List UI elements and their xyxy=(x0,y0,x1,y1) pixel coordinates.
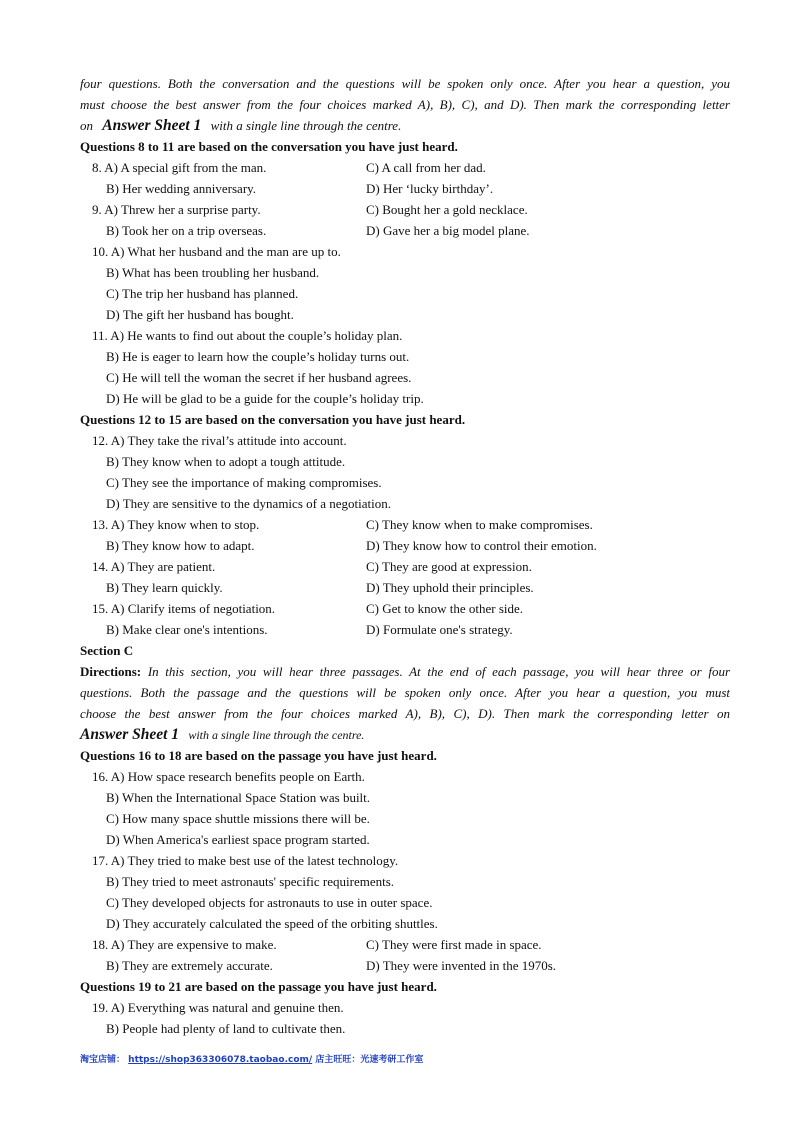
directions-line xyxy=(80,115,730,136)
question-group-heading: Questions 19 to 21 are based on the passage you have just heard. xyxy=(80,979,437,994)
question-17-option-a: 17. A) They tried to make best use of the latest technology. xyxy=(92,853,399,868)
question-group-heading: Questions 8 to 11 are based on the conversation you have just heard. xyxy=(80,139,458,154)
directions-text: with a single line through the centre. xyxy=(188,728,365,742)
answer-sheet-label: Answer Sheet 1 xyxy=(102,117,202,134)
question-12-option-d: D) They are sensitive to the dynamics of a negotiation. xyxy=(106,496,391,511)
directions-line: four questions. Both the conversation and the questions will be spoken only once. After you hear a question, you xyxy=(80,76,730,91)
question-13-row2 xyxy=(80,535,730,556)
directions-text: In this section, you will hear three passages. At the end of each passage, you will hear three or four xyxy=(147,664,730,679)
option-b: B) Took her on a trip overseas. xyxy=(106,223,267,238)
question-19-option-b: B) People had plenty of land to cultivate then. xyxy=(106,1021,346,1036)
question-16-option-a: 16. A) How space research benefits people on Earth. xyxy=(92,769,365,784)
question-8-row2 xyxy=(80,178,730,199)
question-17-option-b: B) They tried to meet astronauts' specific requirements. xyxy=(106,874,395,889)
option-c: C) They know when to make compromises. xyxy=(366,517,593,532)
question-11-option-d: D) He will be glad to be a guide for the couple’s holiday trip. xyxy=(106,391,424,406)
question-group-heading: Questions 16 to 18 are based on the passage you have just heard. xyxy=(80,748,437,763)
option-b: B) They are extremely accurate. xyxy=(106,958,273,973)
option-b: B) Make clear one's intentions. xyxy=(106,622,268,637)
option-d: D) Gave her a big model plane. xyxy=(366,223,530,238)
option-a: 13. A) They know when to stop. xyxy=(92,517,260,532)
question-8 xyxy=(80,157,730,178)
question-11-option-a: 11. A) He wants to find out about the couple’s holiday plan. xyxy=(92,328,403,343)
option-d: D) They were invented in the 1970s. xyxy=(366,958,557,973)
directions-label: Directions: xyxy=(80,664,142,679)
question-11-option-b: B) He is eager to learn how the couple’s holiday turns out. xyxy=(106,349,410,364)
option-b: B) They know how to adapt. xyxy=(106,538,255,553)
question-17-option-d: D) They accurately calculated the speed of the orbiting shuttles. xyxy=(106,916,438,931)
question-13 xyxy=(80,514,730,535)
directions-line xyxy=(80,724,730,745)
option-c: C) A call from her dad. xyxy=(366,160,486,175)
question-group-heading: Questions 12 to 15 are based on the conversation you have just heard. xyxy=(80,412,466,427)
question-16-option-c: C) How many space shuttle missions there will be. xyxy=(106,811,370,826)
option-d: D) Formulate one's strategy. xyxy=(366,622,513,637)
directions-line: questions. Both the passage and the questions will be spoken only once. After you hear a question, you must xyxy=(80,685,730,700)
question-10-option-b: B) What has been troubling her husband. xyxy=(106,265,320,280)
question-15-row2 xyxy=(80,619,730,640)
question-16-option-d: D) When America's earliest space program started. xyxy=(106,832,370,847)
section-title: Section C xyxy=(80,643,134,658)
question-10-option-a: 10. A) What her husband and the man are up to. xyxy=(92,244,341,259)
option-c: C) Bought her a gold necklace. xyxy=(366,202,528,217)
option-b: B) They learn quickly. xyxy=(106,580,223,595)
shop-link[interactable]: https://shop363306078.taobao.com/ xyxy=(128,1055,313,1065)
question-19-option-a: 19. A) Everything was natural and genuine then. xyxy=(92,1000,344,1015)
option-b: B) Her wedding anniversary. xyxy=(106,181,257,196)
footer-label: 淘宝店铺： xyxy=(80,1055,126,1065)
directions-line xyxy=(80,661,730,682)
option-a: 18. A) They are expensive to make. xyxy=(92,937,277,952)
option-a: 9. A) Threw her a surprise party. xyxy=(92,202,261,217)
option-c: C) Get to know the other side. xyxy=(366,601,524,616)
option-d: D) They know how to control their emotion. xyxy=(366,538,597,553)
directions-line: must choose the best answer from the four choices marked A), B), C), and D). Then mark the corresponding letter xyxy=(80,97,730,112)
question-9-row2 xyxy=(80,220,730,241)
question-11-option-c: C) He will tell the woman the secret if her husband agrees. xyxy=(106,370,412,385)
option-c: C) They are good at expression. xyxy=(366,559,532,574)
option-d: D) Her ‘lucky birthday’. xyxy=(366,181,494,196)
option-a: 14. A) They are patient. xyxy=(92,559,216,574)
directions-text: with a single line through the centre. xyxy=(210,118,402,133)
page-footer xyxy=(80,1052,423,1065)
question-14-row2 xyxy=(80,577,730,598)
question-17-option-c: C) They developed objects for astronauts to use in outer space. xyxy=(106,895,433,910)
option-c: C) They were first made in space. xyxy=(366,937,542,952)
question-18 xyxy=(80,934,730,955)
question-18-row2 xyxy=(80,955,730,976)
directions-line: choose the best answer from the four choices marked A), B), C), D). Then mark the corresponding letter on xyxy=(80,706,730,721)
question-12-option-b: B) They know when to adopt a tough attitude. xyxy=(106,454,346,469)
question-12-option-c: C) They see the importance of making compromises. xyxy=(106,475,382,490)
question-10-option-d: D) The gift her husband has bought. xyxy=(106,307,294,322)
exam-page xyxy=(80,73,730,1039)
footer-shop-name: 店主旺旺：光速考研工作室 xyxy=(315,1055,424,1065)
directions-text: on xyxy=(80,118,93,133)
option-d: D) They uphold their principles. xyxy=(366,580,534,595)
question-16-option-b: B) When the International Space Station was built. xyxy=(106,790,371,805)
answer-sheet-label: Answer Sheet 1 xyxy=(80,726,180,743)
question-14 xyxy=(80,556,730,577)
option-a: 8. A) A special gift from the man. xyxy=(92,160,267,175)
question-10-option-c: C) The trip her husband has planned. xyxy=(106,286,299,301)
question-15 xyxy=(80,598,730,619)
question-9 xyxy=(80,199,730,220)
option-a: 15. A) Clarify items of negotiation. xyxy=(92,601,276,616)
question-12-option-a: 12. A) They take the rival’s attitude into account. xyxy=(92,433,347,448)
